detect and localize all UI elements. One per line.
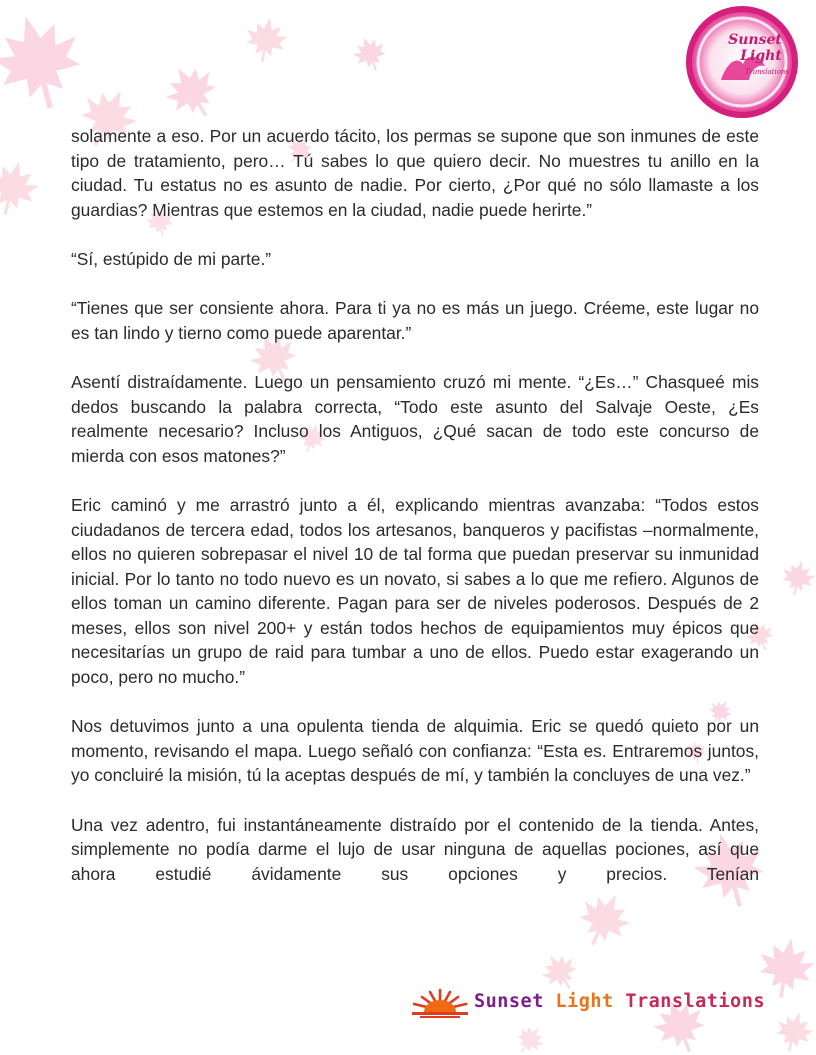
maple-leaf-icon — [242, 14, 291, 66]
maple-leaf-icon — [0, 5, 93, 119]
footer-title — [474, 991, 765, 1012]
maple-leaf-icon — [569, 884, 638, 955]
footer-word-translations: Translations — [625, 991, 765, 1012]
footer-branding — [408, 986, 765, 1020]
document-body — [71, 124, 759, 886]
logo-text-sunset: Sunset — [728, 32, 782, 48]
maple-leaf-icon — [510, 1020, 550, 1055]
maple-leaf-icon — [779, 558, 816, 599]
paragraph: “Tienes que ser consiente ahora. Para ti ya no es más un juego. Créeme, este lugar no es tan lindo y tierno como puede aparentar.” — [71, 298, 759, 343]
logo-text-translations: Translations — [744, 68, 790, 76]
footer-word-sunset: Sunset — [474, 991, 544, 1012]
paragraph: “Sí, estúpido de mi parte.” — [71, 248, 272, 269]
footer-word-light: Light — [555, 991, 614, 1012]
maple-leaf-icon — [0, 155, 44, 221]
paragraph: Una vez adentro, fui instantáneamente distraído por el contenido de la tienda. Antes, simplemente no podía darme el lujo de usar ninguna de aquellas pociones, así que ahora estudié ávidamente sus opciones y precios. Tenían — [71, 814, 759, 884]
paragraph: solamente a eso. Por un acuerdo tácito, los permas se supone que son inmunes de este tipo de tratamiento, pero… Tú sabes lo que quiero decir. No muestres tu anillo en la ciudad. Tu estatus no es asunto de nadie. Por cierto, ¿Por qué no sólo llamaste a los guardias? Mientras que estemos en la ciudad, nadie puede herirte.” — [71, 126, 759, 220]
logo-text-light: Light — [740, 48, 782, 64]
paragraph: Eric caminó y me arrastró junto a él, explicando mientras avanzaba: “Todos estos ciudadanos de tercera edad, todos los artesanos, banqueros y pacifistas –normalmente, ellos no quieren sobrepasar el nivel 10 de tal forma que puedan preservar su inmunidad inicial. Por lo tanto no todo nuevo es un novato, si sabes a lo que me refiero. Algunos de ellos toman un camino diferente. Pagan para ser de niveles poderosos. Después de 2 meses, ellos son nivel 200+ y están todos hechos de equipamientos muy épicos que necesitarías un grupo de raid para tumbar a uno de ellos. Puedo estar exagerando un poco, pero no mucho.” — [71, 494, 759, 688]
paragraph: Asentí distraídamente. Luego un pensamiento cruzó mi mente. “¿Es…” Chasqueé mis dedos buscando la palabra correcta, “Todo este asunto del Salvaje Oeste, ¿Es realmente necesario? Incluso los Antiguos, ¿Qué sacan de todo este concurso de mierda con esos matones?” — [71, 371, 759, 466]
maple-leaf-icon — [349, 32, 391, 76]
maple-leaf-icon — [771, 1008, 816, 1055]
maple-leaf-icon — [156, 56, 227, 129]
sunset-light-logo — [683, 6, 801, 118]
rising-sun-icon — [408, 988, 472, 1018]
paragraph: Nos detuvimos junto a una opulenta tienda de alquimia. Eric se quedó quieto por un momento, revisando el mapa. Luego señaló con confianza: “Esta es. Entraremos juntos, yo concluiré la misión, tú la aceptas después de mí, y también la concluyes de una vez.” — [71, 716, 759, 786]
